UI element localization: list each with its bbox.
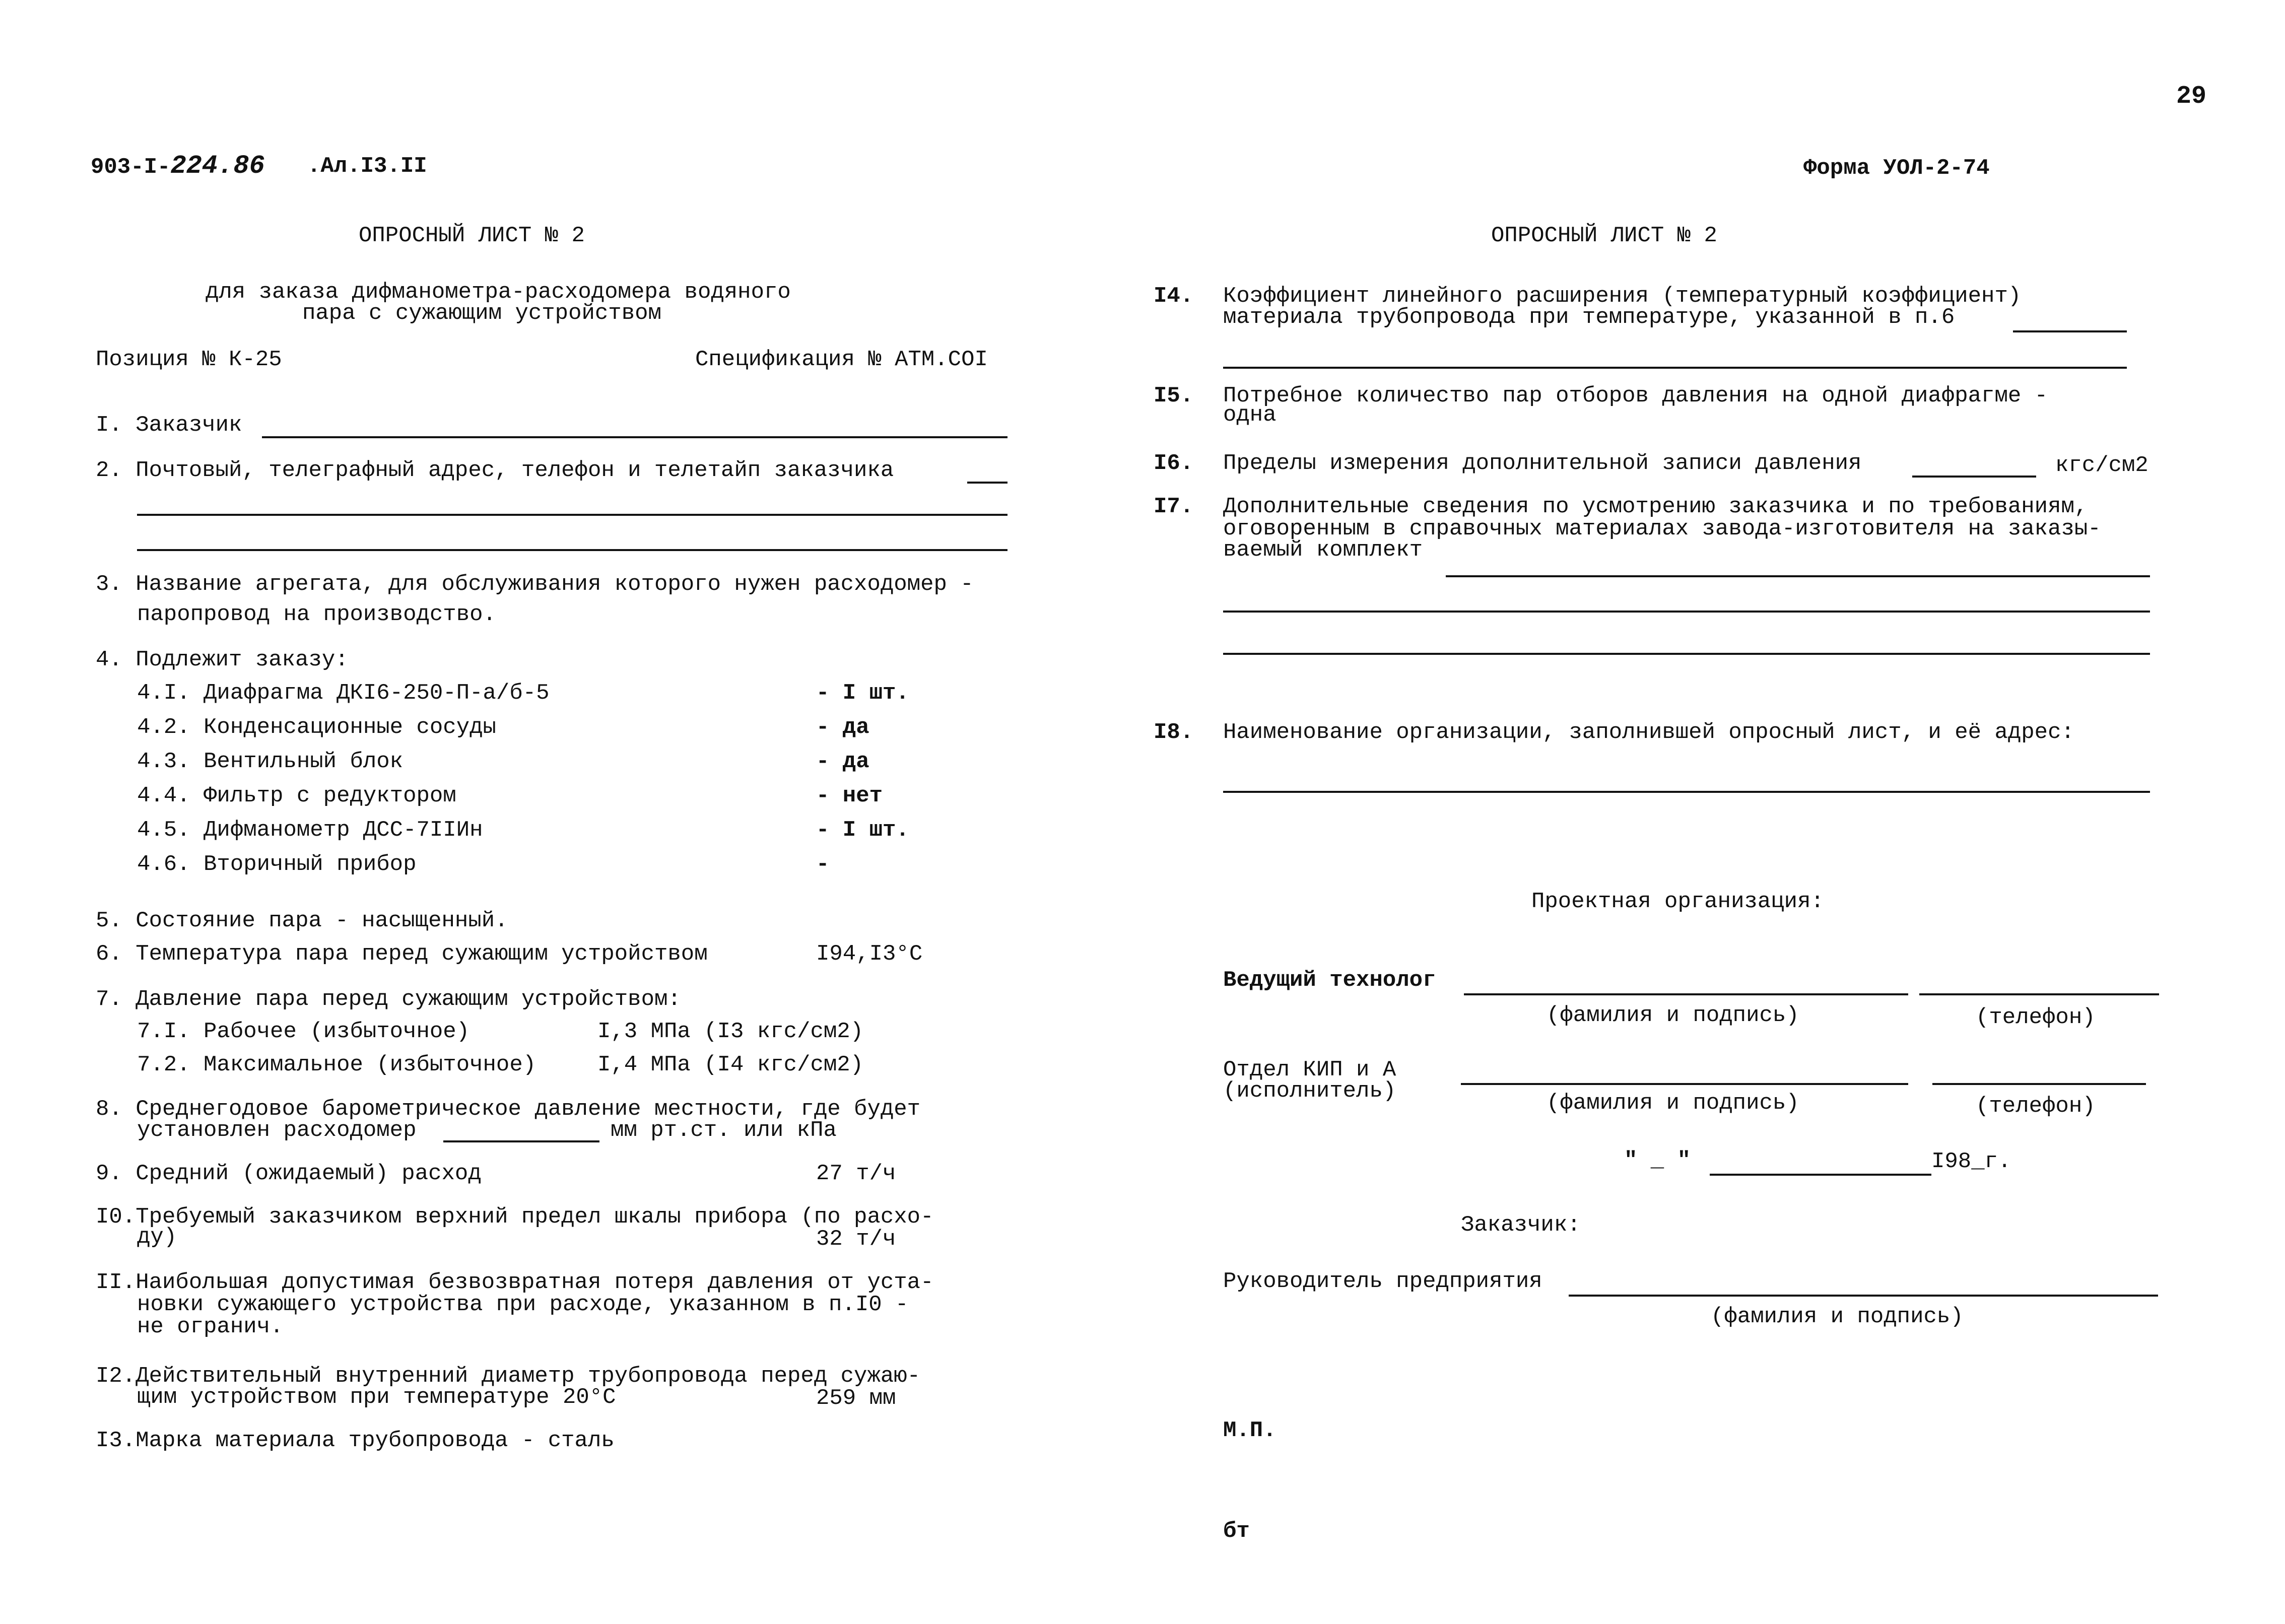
- item-1-customer: I. Заказчик: [96, 413, 242, 438]
- lead-phone-line: [1919, 993, 2159, 995]
- kip-signature-caption: (фамилия и подпись): [1547, 1091, 1799, 1116]
- lead-phone-caption: (телефон): [1976, 1005, 2096, 1030]
- item-16-text: Пределы измерения дополнительной записи давления: [1223, 451, 1862, 476]
- page-number: 29: [2176, 82, 2207, 111]
- item-8-line-2: установлен расходомер: [137, 1118, 417, 1143]
- item-6-value: I94,I3°С: [816, 941, 923, 967]
- order-item-value: - да: [816, 749, 869, 774]
- address-fill-line-3: [137, 549, 1007, 551]
- head-signature-caption: (фамилия и подпись): [1711, 1304, 1964, 1329]
- order-item-label: 4.4. Фильтр с редуктором: [137, 783, 456, 808]
- kip-signature-line: [1461, 1083, 1908, 1085]
- address-fill-line-1: [967, 482, 1007, 484]
- kip-phone-caption: (телефон): [1976, 1094, 2096, 1119]
- item-3-line-2: паропровод на производство.: [137, 602, 496, 627]
- kip-executor-label: (исполнитель): [1223, 1078, 1396, 1104]
- left-subtitle-1: для заказа дифманометра-расходомера водяного: [206, 280, 791, 305]
- item-17-line-2: оговоренным в справочных материалах завода-изготовителя на заказы-: [1223, 516, 2101, 542]
- item-15-number: I5.: [1154, 383, 1194, 409]
- item-16-number: I6.: [1154, 451, 1194, 476]
- item-8-line-1: 8. Среднегодовое барометрическое давление местности, где будет: [96, 1097, 921, 1122]
- item-11-line-2: новки сужающего устройства при расходе, указанном в п.I0 -: [137, 1292, 909, 1317]
- customer-fill-line: [262, 436, 1007, 438]
- head-of-enterprise-label: Руководитель предприятия: [1223, 1269, 1542, 1294]
- item-7-1-label: 7.I. Рабочее (избыточное): [137, 1019, 470, 1044]
- item-11-line-3: не огранич.: [137, 1314, 284, 1339]
- lead-technologist-label: Ведущий технолог: [1223, 968, 1436, 993]
- item-10-value: 32 т/ч: [816, 1227, 896, 1252]
- address-fill-line-2: [137, 514, 1007, 516]
- order-item-value: - да: [816, 715, 869, 740]
- item-17-line-3: ваемый комплект: [1223, 537, 1423, 563]
- item-10-line-1: I0.Требуемый заказчиком верхний предел шкалы прибора (по расхо-: [96, 1204, 934, 1230]
- item-18-number: I8.: [1154, 720, 1194, 745]
- item-7-2-label: 7.2. Максимальное (избыточное): [137, 1052, 536, 1077]
- item-17-fill-line-3: [1223, 653, 2150, 655]
- barometric-fill-line: [443, 1140, 599, 1142]
- item-14-number: I4.: [1154, 284, 1194, 309]
- item-18-text: Наименование организации, заполнившей опросный лист, и её адрес:: [1223, 720, 2074, 745]
- document-code: [91, 151, 265, 181]
- position-number: Позиция № К-25: [96, 347, 282, 372]
- item-15-line-1: Потребное количество пар отборов давления на одной диафрагме -: [1223, 383, 2048, 409]
- date-month-line: [1710, 1174, 1931, 1176]
- date-day: " _ ": [1624, 1148, 1691, 1173]
- customer-heading: Заказчик:: [1461, 1212, 1581, 1238]
- kip-department-label: Отдел КИП и А: [1223, 1057, 1396, 1082]
- order-item-label: 4.5. Дифманометр ДСС-7IIИн: [137, 818, 483, 843]
- item-10-line-2: ду): [137, 1225, 177, 1250]
- item-4-heading: 4. Подлежит заказу:: [96, 647, 349, 672]
- item-12-line-2: щим устройством при температуре 20°С: [137, 1385, 616, 1410]
- item-16-units: кгс/см2: [2055, 453, 2148, 478]
- order-item-value: - I шт.: [816, 818, 909, 843]
- item-17-fill-line-1: [1446, 575, 2150, 577]
- item-12-value: 259 мм: [816, 1386, 896, 1411]
- item-9-flow: 9. Средний (ожидаемый) расход: [96, 1161, 482, 1186]
- item-14-line-1: Коэффициент линейного расширения (температурный коэффициент): [1223, 284, 2022, 309]
- item-3-line-1: 3. Название агрегата, для обслуживания которого нужен расходомер -: [96, 572, 974, 597]
- right-title: ОПРОСНЫЙ ЛИСТ № 2: [1491, 223, 1717, 248]
- item-18-fill-line: [1223, 791, 2150, 793]
- item-2-address: 2. Почтовый, телеграфный адрес, телефон и телетайп заказчика: [96, 458, 894, 483]
- left-title: ОПРОСНЫЙ ЛИСТ № 2: [359, 223, 585, 248]
- order-item-label: 4.2. Конденсационные сосуды: [137, 715, 496, 740]
- item-17-fill-line-2: [1223, 611, 2150, 613]
- item-7-pressure: 7. Давление пара перед сужающим устройством:: [96, 987, 681, 1012]
- lead-signature-line: [1464, 993, 1908, 995]
- item-8-units: мм рт.ст. или кПа: [611, 1118, 837, 1143]
- item-15-line-2: одна: [1223, 402, 1276, 428]
- album-number: .Ал.I3.II: [307, 154, 427, 179]
- item-11-line-1: II.Наибольшая допустимая безвозвратная потеря давления от уста-: [96, 1270, 934, 1295]
- item-5-state: 5. Состояние пара - насыщенный.: [96, 908, 508, 933]
- order-item-value: - нет: [816, 783, 883, 808]
- item-14-line-2: материала трубопровода при температуре, указанной в п.6: [1223, 305, 1955, 330]
- document-code-handwritten: 224.86: [170, 151, 265, 181]
- left-subtitle-2: пара с сужающим устройством: [302, 301, 661, 326]
- stamp-place-label: М.П.: [1223, 1418, 1276, 1443]
- item-7-1-value: I,3 МПа (I3 кгс/см2): [597, 1019, 864, 1044]
- order-item-value: - I шт.: [816, 681, 909, 706]
- project-organization-heading: Проектная организация:: [1531, 889, 1824, 914]
- item-9-value: 27 т/ч: [816, 1161, 896, 1186]
- date-year: I98_г.: [1931, 1149, 2011, 1174]
- order-item-label: 4.I. Диафрагма ДКI6-250-П-а/б-5: [137, 681, 550, 706]
- spec-number: Спецификация № АТМ.СОI: [695, 347, 988, 372]
- item-17-number: I7.: [1154, 494, 1194, 519]
- kip-phone-line: [1932, 1083, 2146, 1085]
- item-13-material: I3.Марка материала трубопровода - сталь: [96, 1428, 615, 1453]
- footer-mark: бт: [1223, 1519, 1250, 1544]
- item-6-temperature: 6. Температура пара перед сужающим устройством: [96, 941, 708, 967]
- item-12-line-1: I2.Действительный внутренний диаметр трубопровода перед сужаю-: [96, 1364, 921, 1389]
- order-item-label: 4.3. Вентильный блок: [137, 749, 404, 774]
- item-17-line-1: Дополнительные сведения по усмотрению заказчика и по требованиям,: [1223, 494, 2088, 519]
- document-code-text: 903-I-: [91, 155, 171, 180]
- pressure-range-fill-line: [1912, 476, 2036, 478]
- head-signature-line: [1569, 1295, 2158, 1297]
- item-7-2-value: I,4 МПа (I4 кгс/см2): [597, 1052, 864, 1077]
- lead-signature-caption: (фамилия и подпись): [1547, 1003, 1799, 1028]
- order-item-value: -: [816, 852, 830, 877]
- item-14-fill-line: [1223, 367, 2127, 369]
- coefficient-fill-line: [2013, 330, 2127, 332]
- order-item-label: 4.6. Вторичный прибор: [137, 852, 417, 877]
- form-number: Форма УОЛ-2-74: [1803, 156, 1990, 181]
